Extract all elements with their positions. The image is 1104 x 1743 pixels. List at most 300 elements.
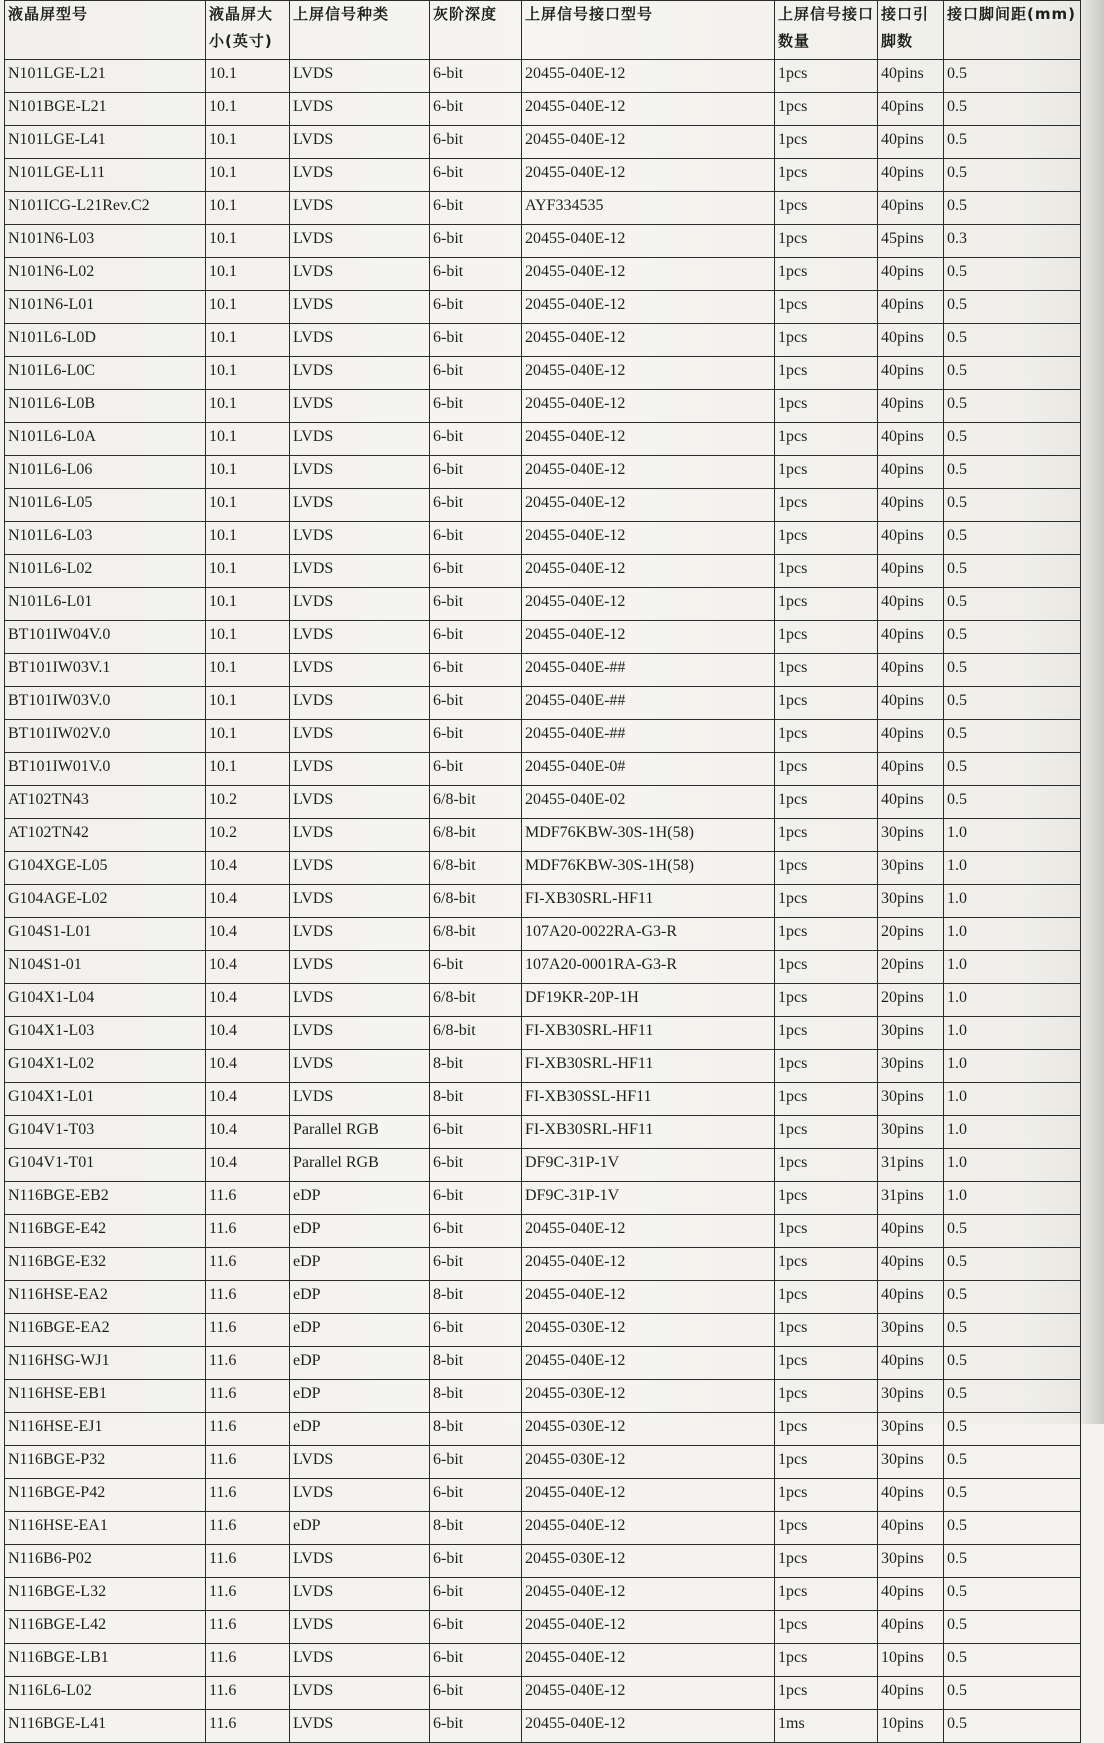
- table-row: [5, 126, 1081, 159]
- cell-connector-count: 1pcs: [775, 159, 878, 192]
- cell-pitch: 0.5: [944, 258, 1081, 291]
- cell-model: N116BGE-P42: [5, 1479, 206, 1512]
- cell-model: AT102TN42: [5, 819, 206, 852]
- cell-pins: 40pins: [878, 291, 944, 324]
- header-pitch: 接口脚间距(mm): [944, 1, 1081, 60]
- cell-pins: 30pins: [878, 1017, 944, 1050]
- cell-size: 10.4: [206, 1116, 290, 1149]
- cell-size: 10.1: [206, 192, 290, 225]
- cell-pitch: 1.0: [944, 1149, 1081, 1182]
- cell-gray-depth: 6-bit: [430, 1248, 522, 1281]
- table-row: [5, 522, 1081, 555]
- cell-pitch: 1.0: [944, 918, 1081, 951]
- cell-connector: FI-XB30SRL-HF11: [522, 1050, 775, 1083]
- cell-model: N104S1-01: [5, 951, 206, 984]
- cell-connector: 20455-040E-0#: [522, 753, 775, 786]
- cell-model: N116BGE-E32: [5, 1248, 206, 1281]
- cell-connector: DF9C-31P-1V: [522, 1182, 775, 1215]
- cell-signal-type: LVDS: [290, 159, 430, 192]
- cell-model: N116BGE-P32: [5, 1446, 206, 1479]
- header-connector: 上屏信号接口型号: [522, 1, 775, 60]
- cell-connector-count: 1pcs: [775, 1281, 878, 1314]
- table-row: [5, 192, 1081, 225]
- cell-signal-type: LVDS: [290, 1050, 430, 1083]
- cell-signal-type: LVDS: [290, 192, 430, 225]
- cell-model: N116HSG-WJ1: [5, 1347, 206, 1380]
- cell-connector: 20455-040E-12: [522, 390, 775, 423]
- cell-connector-count: 1pcs: [775, 1314, 878, 1347]
- cell-connector: MDF76KBW-30S-1H(58): [522, 852, 775, 885]
- cell-gray-depth: 6-bit: [430, 1644, 522, 1677]
- cell-signal-type: LVDS: [290, 126, 430, 159]
- cell-connector: 20455-040E-12: [522, 60, 775, 93]
- cell-model: G104X1-L03: [5, 1017, 206, 1050]
- cell-signal-type: eDP: [290, 1314, 430, 1347]
- cell-pitch: 0.5: [944, 621, 1081, 654]
- table-row: [5, 1578, 1081, 1611]
- cell-signal-type: LVDS: [290, 687, 430, 720]
- cell-signal-type: LVDS: [290, 1479, 430, 1512]
- cell-pitch: 1.0: [944, 1017, 1081, 1050]
- cell-connector: 20455-040E-12: [522, 423, 775, 456]
- cell-model: N116HSE-EJ1: [5, 1413, 206, 1446]
- cell-connector: 20455-030E-12: [522, 1545, 775, 1578]
- cell-gray-depth: 6-bit: [430, 324, 522, 357]
- cell-connector-count: 1pcs: [775, 291, 878, 324]
- cell-connector-count: 1pcs: [775, 720, 878, 753]
- cell-model: G104XGE-L05: [5, 852, 206, 885]
- cell-size: 10.1: [206, 522, 290, 555]
- cell-connector-count: 1pcs: [775, 588, 878, 621]
- cell-gray-depth: 8-bit: [430, 1512, 522, 1545]
- cell-signal-type: LVDS: [290, 654, 430, 687]
- cell-pins: 40pins: [878, 1248, 944, 1281]
- cell-connector-count: 1pcs: [775, 1182, 878, 1215]
- cell-pins: 30pins: [878, 1314, 944, 1347]
- cell-gray-depth: 6-bit: [430, 456, 522, 489]
- cell-signal-type: Parallel RGB: [290, 1149, 430, 1182]
- cell-connector: 107A20-0022RA-G3-R: [522, 918, 775, 951]
- cell-connector: 20455-040E-12: [522, 291, 775, 324]
- cell-model: N101N6-L02: [5, 258, 206, 291]
- cell-connector: 20455-040E-12: [522, 456, 775, 489]
- lcd-spec-table: [4, 0, 1081, 1743]
- cell-pitch: 1.0: [944, 984, 1081, 1017]
- cell-signal-type: Parallel RGB: [290, 1116, 430, 1149]
- cell-gray-depth: 6-bit: [430, 588, 522, 621]
- cell-gray-depth: 6-bit: [430, 1182, 522, 1215]
- cell-pins: 40pins: [878, 1479, 944, 1512]
- cell-size: 10.1: [206, 555, 290, 588]
- cell-gray-depth: 6-bit: [430, 357, 522, 390]
- cell-model: N116HSE-EA1: [5, 1512, 206, 1545]
- cell-connector-count: 1pcs: [775, 1479, 878, 1512]
- cell-gray-depth: 6-bit: [430, 1611, 522, 1644]
- cell-size: 11.6: [206, 1545, 290, 1578]
- cell-gray-depth: 8-bit: [430, 1281, 522, 1314]
- cell-signal-type: LVDS: [290, 555, 430, 588]
- cell-size: 10.1: [206, 126, 290, 159]
- table-row: [5, 720, 1081, 753]
- cell-connector: 20455-040E-##: [522, 687, 775, 720]
- cell-connector-count: 1pcs: [775, 1380, 878, 1413]
- cell-pins: 30pins: [878, 1413, 944, 1446]
- cell-pins: 20pins: [878, 918, 944, 951]
- cell-gray-depth: 6-bit: [430, 1314, 522, 1347]
- cell-connector-count: 1pcs: [775, 951, 878, 984]
- cell-model: N101L6-L05: [5, 489, 206, 522]
- cell-size: 10.1: [206, 489, 290, 522]
- cell-pins: 40pins: [878, 192, 944, 225]
- cell-connector: 20455-040E-12: [522, 1479, 775, 1512]
- cell-pitch: 0.5: [944, 1545, 1081, 1578]
- cell-pitch: 1.0: [944, 1116, 1081, 1149]
- cell-gray-depth: 6-bit: [430, 687, 522, 720]
- cell-size: 10.1: [206, 225, 290, 258]
- cell-pitch: 1.0: [944, 885, 1081, 918]
- cell-size: 10.4: [206, 1050, 290, 1083]
- cell-size: 10.1: [206, 720, 290, 753]
- cell-connector: FI-XB30SRL-HF11: [522, 1116, 775, 1149]
- cell-size: 11.6: [206, 1578, 290, 1611]
- cell-gray-depth: 6-bit: [430, 1710, 522, 1743]
- cell-pitch: 0.5: [944, 93, 1081, 126]
- cell-pitch: 0.5: [944, 588, 1081, 621]
- cell-model: N116B6-P02: [5, 1545, 206, 1578]
- cell-signal-type: LVDS: [290, 324, 430, 357]
- cell-gray-depth: 8-bit: [430, 1347, 522, 1380]
- table-row: [5, 1248, 1081, 1281]
- cell-pins: 31pins: [878, 1182, 944, 1215]
- cell-signal-type: LVDS: [290, 885, 430, 918]
- cell-connector: 107A20-0001RA-G3-R: [522, 951, 775, 984]
- cell-pitch: 0.5: [944, 1710, 1081, 1743]
- cell-signal-type: eDP: [290, 1281, 430, 1314]
- cell-pins: 40pins: [878, 654, 944, 687]
- cell-pitch: 0.5: [944, 1611, 1081, 1644]
- cell-gray-depth: 8-bit: [430, 1050, 522, 1083]
- cell-model: AT102TN43: [5, 786, 206, 819]
- cell-size: 10.4: [206, 918, 290, 951]
- cell-gray-depth: 6/8-bit: [430, 786, 522, 819]
- cell-pitch: 0.5: [944, 1380, 1081, 1413]
- cell-pins: 30pins: [878, 1545, 944, 1578]
- cell-connector: 20455-040E-12: [522, 1347, 775, 1380]
- cell-model: G104V1-T01: [5, 1149, 206, 1182]
- cell-pins: 10pins: [878, 1710, 944, 1743]
- table-row: [5, 258, 1081, 291]
- cell-size: 10.1: [206, 291, 290, 324]
- cell-size: 10.1: [206, 93, 290, 126]
- cell-pins: 40pins: [878, 1347, 944, 1380]
- table-header-row: [5, 1, 1081, 60]
- cell-pitch: 0.5: [944, 1512, 1081, 1545]
- cell-pins: 30pins: [878, 819, 944, 852]
- cell-signal-type: LVDS: [290, 489, 430, 522]
- cell-pitch: 0.5: [944, 1644, 1081, 1677]
- cell-model: N116L6-L02: [5, 1677, 206, 1710]
- cell-gray-depth: 6-bit: [430, 489, 522, 522]
- table-row: [5, 621, 1081, 654]
- cell-connector: 20455-040E-02: [522, 786, 775, 819]
- cell-pins: 40pins: [878, 324, 944, 357]
- cell-connector-count: 1pcs: [775, 687, 878, 720]
- cell-signal-type: LVDS: [290, 753, 430, 786]
- table-row: [5, 456, 1081, 489]
- cell-size: 10.1: [206, 456, 290, 489]
- cell-connector: FI-XB30SSL-HF11: [522, 1083, 775, 1116]
- cell-pins: 40pins: [878, 621, 944, 654]
- cell-pins: 30pins: [878, 1116, 944, 1149]
- cell-gray-depth: 6-bit: [430, 192, 522, 225]
- cell-gray-depth: 6/8-bit: [430, 984, 522, 1017]
- cell-model: BT101IW03V.0: [5, 687, 206, 720]
- cell-signal-type: LVDS: [290, 60, 430, 93]
- cell-size: 10.4: [206, 1017, 290, 1050]
- cell-pins: 40pins: [878, 1512, 944, 1545]
- cell-model: N101N6-L01: [5, 291, 206, 324]
- cell-pins: 40pins: [878, 786, 944, 819]
- cell-connector-count: 1pcs: [775, 1116, 878, 1149]
- cell-connector: 20455-040E-##: [522, 654, 775, 687]
- cell-connector: 20455-040E-12: [522, 1281, 775, 1314]
- cell-gray-depth: 6/8-bit: [430, 819, 522, 852]
- cell-pins: 40pins: [878, 489, 944, 522]
- cell-signal-type: LVDS: [290, 786, 430, 819]
- table-row: [5, 885, 1081, 918]
- cell-signal-type: eDP: [290, 1182, 430, 1215]
- table-row: [5, 1017, 1081, 1050]
- cell-gray-depth: 6-bit: [430, 93, 522, 126]
- cell-size: 10.4: [206, 1149, 290, 1182]
- cell-pitch: 0.5: [944, 159, 1081, 192]
- cell-pins: 40pins: [878, 720, 944, 753]
- cell-size: 11.6: [206, 1380, 290, 1413]
- cell-pitch: 0.5: [944, 786, 1081, 819]
- cell-size: 11.6: [206, 1710, 290, 1743]
- cell-gray-depth: 8-bit: [430, 1083, 522, 1116]
- cell-size: 10.1: [206, 390, 290, 423]
- cell-pins: 40pins: [878, 258, 944, 291]
- header-model: 液晶屏型号: [5, 1, 206, 60]
- cell-pins: 20pins: [878, 951, 944, 984]
- cell-pins: 40pins: [878, 1611, 944, 1644]
- cell-model: N101L6-L01: [5, 588, 206, 621]
- cell-size: 10.4: [206, 885, 290, 918]
- cell-size: 10.1: [206, 654, 290, 687]
- cell-connector: 20455-030E-12: [522, 1413, 775, 1446]
- table-row: [5, 324, 1081, 357]
- table-row: [5, 357, 1081, 390]
- cell-connector-count: 1pcs: [775, 390, 878, 423]
- cell-connector-count: 1pcs: [775, 786, 878, 819]
- table-row: [5, 1281, 1081, 1314]
- cell-pins: 40pins: [878, 1578, 944, 1611]
- cell-pitch: 0.5: [944, 1281, 1081, 1314]
- cell-pitch: 0.5: [944, 324, 1081, 357]
- cell-pins: 40pins: [878, 60, 944, 93]
- cell-model: N116BGE-L32: [5, 1578, 206, 1611]
- cell-connector-count: 1pcs: [775, 456, 878, 489]
- cell-pins: 40pins: [878, 1215, 944, 1248]
- table-row: [5, 423, 1081, 456]
- cell-pitch: 1.0: [944, 1050, 1081, 1083]
- cell-connector: FI-XB30SRL-HF11: [522, 1017, 775, 1050]
- cell-model: N101L6-L0A: [5, 423, 206, 456]
- cell-size: 11.6: [206, 1347, 290, 1380]
- cell-signal-type: LVDS: [290, 819, 430, 852]
- cell-signal-type: eDP: [290, 1215, 430, 1248]
- cell-signal-type: LVDS: [290, 1677, 430, 1710]
- cell-size: 11.6: [206, 1611, 290, 1644]
- cell-pins: 20pins: [878, 984, 944, 1017]
- cell-pins: 30pins: [878, 1446, 944, 1479]
- cell-gray-depth: 6-bit: [430, 753, 522, 786]
- cell-pitch: 0.5: [944, 720, 1081, 753]
- cell-pitch: 0.5: [944, 1215, 1081, 1248]
- table-row: [5, 60, 1081, 93]
- cell-size: 11.6: [206, 1215, 290, 1248]
- cell-pitch: 0.5: [944, 489, 1081, 522]
- cell-signal-type: LVDS: [290, 1083, 430, 1116]
- cell-connector: 20455-040E-12: [522, 1578, 775, 1611]
- cell-connector: 20455-040E-12: [522, 1248, 775, 1281]
- table-row: [5, 1083, 1081, 1116]
- cell-connector-count: 1pcs: [775, 357, 878, 390]
- cell-gray-depth: 6-bit: [430, 720, 522, 753]
- cell-pins: 30pins: [878, 1380, 944, 1413]
- cell-pitch: 0.5: [944, 654, 1081, 687]
- cell-size: 11.6: [206, 1413, 290, 1446]
- table-row: [5, 1050, 1081, 1083]
- cell-model: N116BGE-L41: [5, 1710, 206, 1743]
- cell-model: N101L6-L06: [5, 456, 206, 489]
- cell-connector-count: 1pcs: [775, 918, 878, 951]
- cell-pitch: 0.5: [944, 687, 1081, 720]
- cell-connector: 20455-040E-12: [522, 621, 775, 654]
- cell-pitch: 0.5: [944, 357, 1081, 390]
- cell-signal-type: LVDS: [290, 1017, 430, 1050]
- cell-size: 11.6: [206, 1644, 290, 1677]
- table-row: [5, 93, 1081, 126]
- cell-connector: FI-XB30SRL-HF11: [522, 885, 775, 918]
- cell-signal-type: LVDS: [290, 1710, 430, 1743]
- table-row: [5, 225, 1081, 258]
- table-row: [5, 1644, 1081, 1677]
- cell-model: G104V1-T03: [5, 1116, 206, 1149]
- cell-signal-type: LVDS: [290, 720, 430, 753]
- cell-model: G104S1-L01: [5, 918, 206, 951]
- cell-connector-count: 1pcs: [775, 1512, 878, 1545]
- cell-pins: 31pins: [878, 1149, 944, 1182]
- cell-gray-depth: 6-bit: [430, 1545, 522, 1578]
- cell-model: N116BGE-L42: [5, 1611, 206, 1644]
- cell-gray-depth: 6-bit: [430, 225, 522, 258]
- cell-size: 10.2: [206, 786, 290, 819]
- cell-size: 10.1: [206, 60, 290, 93]
- header-connector-count: 上屏信号接口数量: [775, 1, 878, 60]
- cell-connector: 20455-040E-12: [522, 1215, 775, 1248]
- cell-gray-depth: 6-bit: [430, 654, 522, 687]
- table-row: [5, 852, 1081, 885]
- cell-pins: 40pins: [878, 555, 944, 588]
- cell-connector: 20455-040E-12: [522, 126, 775, 159]
- table-row: [5, 1182, 1081, 1215]
- cell-connector-count: 1pcs: [775, 984, 878, 1017]
- cell-pitch: 1.0: [944, 951, 1081, 984]
- cell-connector-count: 1pcs: [775, 60, 878, 93]
- cell-size: 10.1: [206, 621, 290, 654]
- cell-connector: 20455-040E-12: [522, 588, 775, 621]
- cell-connector-count: 1pcs: [775, 1215, 878, 1248]
- cell-pins: 40pins: [878, 390, 944, 423]
- cell-connector-count: 1pcs: [775, 1644, 878, 1677]
- cell-size: 10.4: [206, 984, 290, 1017]
- cell-gray-depth: 6-bit: [430, 951, 522, 984]
- cell-connector-count: 1pcs: [775, 1050, 878, 1083]
- cell-gray-depth: 6/8-bit: [430, 885, 522, 918]
- table-row: [5, 1446, 1081, 1479]
- table-row: [5, 1116, 1081, 1149]
- cell-connector-count: 1pcs: [775, 522, 878, 555]
- cell-gray-depth: 6-bit: [430, 423, 522, 456]
- cell-signal-type: LVDS: [290, 1644, 430, 1677]
- cell-size: 10.1: [206, 753, 290, 786]
- table-row: [5, 1347, 1081, 1380]
- table-row: [5, 1479, 1081, 1512]
- cell-pitch: 0.5: [944, 1347, 1081, 1380]
- cell-connector-count: 1pcs: [775, 852, 878, 885]
- cell-connector-count: 1pcs: [775, 192, 878, 225]
- cell-signal-type: LVDS: [290, 258, 430, 291]
- cell-model: G104X1-L02: [5, 1050, 206, 1083]
- table-row: [5, 291, 1081, 324]
- cell-gray-depth: 6-bit: [430, 126, 522, 159]
- cell-model: N101N6-L03: [5, 225, 206, 258]
- cell-gray-depth: 6-bit: [430, 1116, 522, 1149]
- cell-signal-type: LVDS: [290, 1446, 430, 1479]
- cell-model: G104AGE-L02: [5, 885, 206, 918]
- cell-connector: 20455-040E-12: [522, 1677, 775, 1710]
- cell-signal-type: LVDS: [290, 621, 430, 654]
- cell-connector: 20455-040E-12: [522, 357, 775, 390]
- cell-model: N101LGE-L11: [5, 159, 206, 192]
- cell-pitch: 0.3: [944, 225, 1081, 258]
- cell-connector-count: 1pcs: [775, 753, 878, 786]
- cell-gray-depth: 6/8-bit: [430, 852, 522, 885]
- cell-connector-count: 1pcs: [775, 324, 878, 357]
- cell-model: G104X1-L01: [5, 1083, 206, 1116]
- cell-model: N101L6-L0D: [5, 324, 206, 357]
- cell-model: N116BGE-EB2: [5, 1182, 206, 1215]
- cell-size: 11.6: [206, 1512, 290, 1545]
- cell-pitch: 1.0: [944, 1083, 1081, 1116]
- cell-size: 11.6: [206, 1314, 290, 1347]
- cell-connector-count: 1pcs: [775, 1677, 878, 1710]
- cell-model: N101LGE-L21: [5, 60, 206, 93]
- cell-connector: 20455-030E-12: [522, 1314, 775, 1347]
- cell-connector: AYF334535: [522, 192, 775, 225]
- cell-gray-depth: 8-bit: [430, 1413, 522, 1446]
- cell-pins: 40pins: [878, 159, 944, 192]
- cell-model: G104X1-L04: [5, 984, 206, 1017]
- cell-connector-count: 1pcs: [775, 1578, 878, 1611]
- cell-pins: 40pins: [878, 1677, 944, 1710]
- cell-signal-type: LVDS: [290, 918, 430, 951]
- header-gray-depth: 灰阶深度: [430, 1, 522, 60]
- cell-connector-count: 1pcs: [775, 819, 878, 852]
- cell-signal-type: eDP: [290, 1413, 430, 1446]
